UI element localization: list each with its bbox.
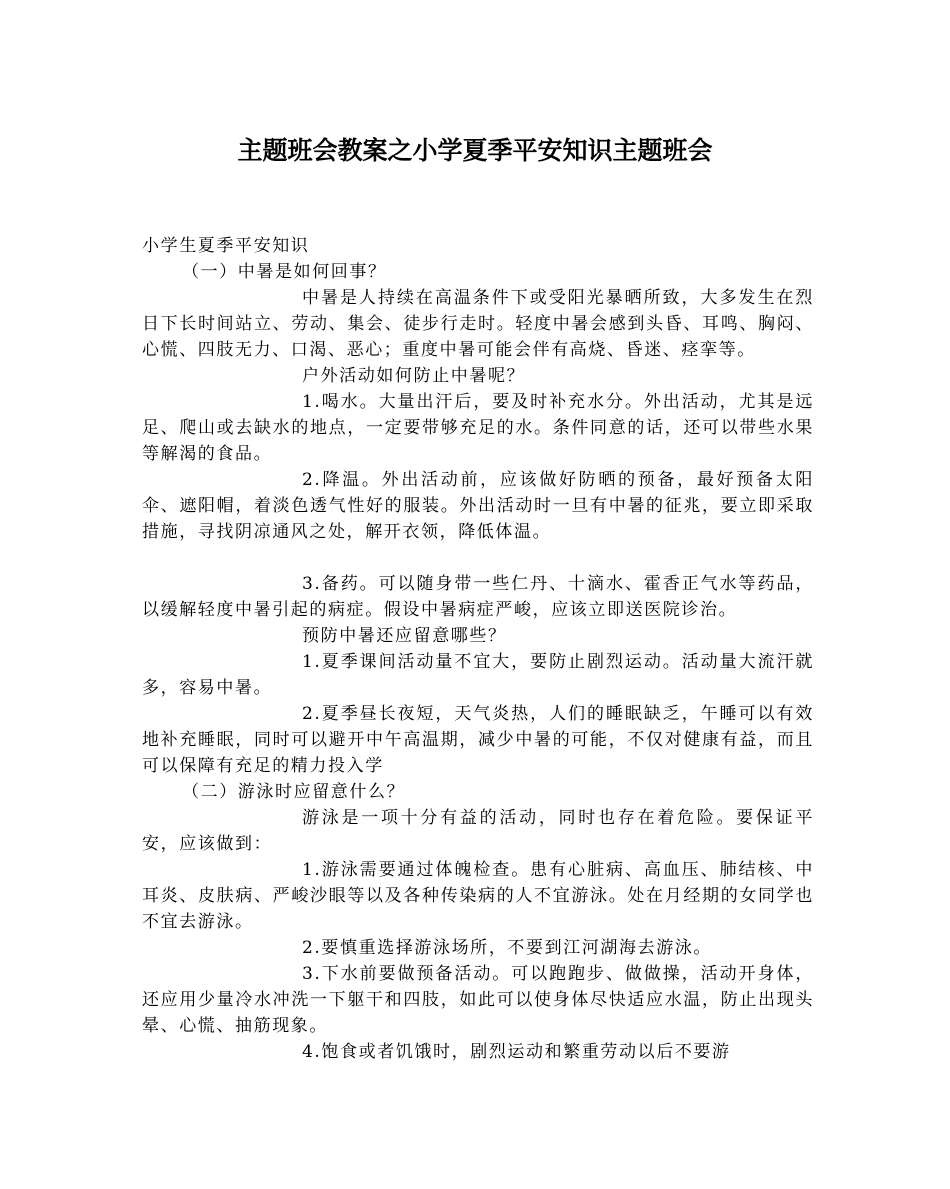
- paragraph: 3.下水前要做预备活动。可以跑跑步、做做操，活动开身体，还应用少量冷水冲洗一下躯干和四肢，如此可以使身体尽快适应水温，防止出现头晕、心慌、抽筋现象。: [142, 964, 814, 1036]
- paragraph: 预防中暑还应留意哪些？: [302, 626, 507, 646]
- paragraph: 2.降温。外出活动前，应该做好防晒的预备，最好预备太阳伞、遮阳帽，着淡色透气性好的服装。外出活动时一旦有中暑的征兆，要立即采取措施，寻找阴凉通风之处，解开衣领，降低体温。: [142, 470, 814, 542]
- section-heading: （一）中暑是如何回事？: [182, 262, 387, 282]
- paragraph: 小学生夏季平安知识: [142, 236, 310, 256]
- paragraph: 4.饱食或者饥饿时，剧烈运动和繁重劳动以后不要游: [302, 1042, 731, 1062]
- paragraph: 游泳是一项十分有益的活动，同时也存在着危险。要保证平安，应该做到：: [142, 808, 814, 854]
- paragraph: 1.夏季课间活动量不宜大，要防止剧烈运动。活动量大流汗就多，容易中暑。: [142, 652, 814, 698]
- paragraph: 3.备药。可以随身带一些仁丹、十滴水、霍香正气水等药品，以缓解轻度中暑引起的病症。假设中暑病症严峻，应该立即送医院诊治。: [142, 574, 814, 620]
- paragraph: 中暑是人持续在高温条件下或受阳光暴晒所致，大多发生在烈日下长时间站立、劳动、集会、徒步行走时。轻度中暑会感到头昏、耳鸣、胸闷、心慌、四肢无力、口渴、恶心；重度中暑可能会伴有高烧、昏迷、痉挛等。: [142, 288, 814, 360]
- blank-line: [142, 545, 814, 571]
- paragraph: 1.游泳需要通过体魄检查。患有心脏病、高血压、肺结核、中耳炎、皮肤病、严峻沙眼等以及各种传染病的人不宜游泳。处在月经期的女同学也不宜去游泳。: [142, 860, 814, 932]
- document-body: [142, 233, 814, 1065]
- paragraph: 1.喝水。大量出汗后，要及时补充水分。外出活动，尤其是远足、爬山或去缺水的地点，一定要带够充足的水。条件同意的话，还可以带些水果等解渴的食品。: [142, 392, 814, 464]
- section-heading: （二）游泳时应留意什么？: [182, 782, 406, 802]
- paragraph: 2.夏季昼长夜短，天气炎热，人们的睡眠缺乏，午睡可以有效地补充睡眠，同时可以避开中午高温期，减少中暑的可能，不仅对健康有益，而且可以保障有充足的精力投入学: [142, 704, 814, 776]
- paragraph: 2.要慎重选择游泳场所，不要到江河湖海去游泳。: [302, 938, 713, 958]
- paragraph: 户外活动如何防止中暑呢？: [302, 366, 526, 386]
- document-title: 主题班会教案之小学夏季平安知识主题班会: [237, 136, 713, 165]
